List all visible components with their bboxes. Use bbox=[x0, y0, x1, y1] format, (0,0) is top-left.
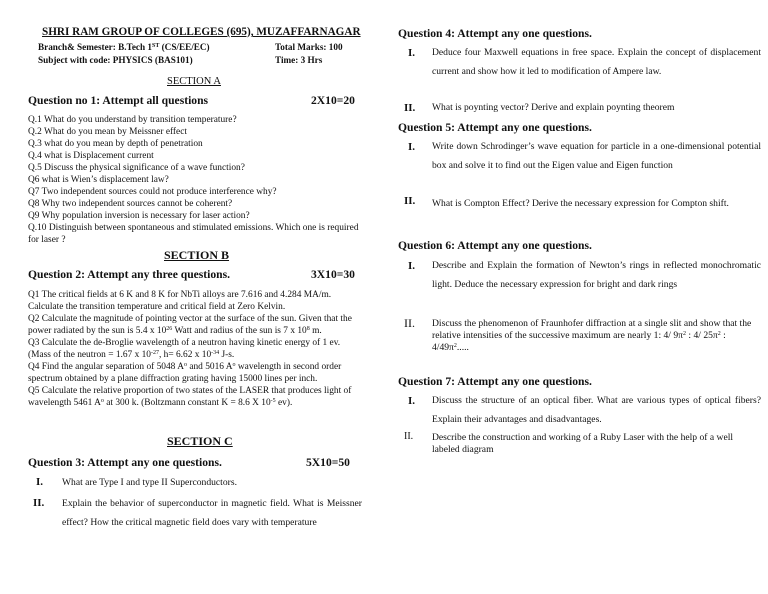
list-item: Q2 Calculate the magnitude of pointing vector at the surface of the sun. Given that the power radiated by the sun is 5.4 x $10^{26}$ Watt and radius of the sun is 7 x $10^8$ m. bbox=[28, 314, 352, 336]
list-number: I. bbox=[408, 47, 416, 59]
question-7-heading: Question 7: Attempt any one questions. bbox=[398, 375, 592, 388]
list-number: II. bbox=[404, 102, 416, 114]
section-b-list bbox=[28, 289, 362, 409]
list-item: Q1 The critical fields at 6 K and 8 K for NbTi alloys are 7.616 and 4.284 MA/m. Calculate the transition temperature and critical field at Zero Kelvin. bbox=[28, 290, 332, 312]
list-number: II. bbox=[404, 195, 416, 207]
list-item: Q.2 What do you mean by Meissner effect bbox=[28, 127, 187, 137]
college-name: SHRI RAM GROUP OF COLLEGES (695), MUZAFFARNAGAR bbox=[42, 26, 361, 38]
question-5-heading: Question 5: Attempt any one questions. bbox=[398, 121, 592, 134]
question-3-marks: 5X10=50 bbox=[306, 456, 350, 469]
list-number: I. bbox=[408, 395, 416, 407]
list-item: What is poynting vector? Derive and explain poynting theorem bbox=[432, 102, 675, 113]
list-item: Discuss the structure of an optical fiber. What are various types of optical fibers? Explain their advantages and disadvantages. bbox=[432, 395, 761, 425]
list-number: I. bbox=[408, 260, 416, 272]
list-item: Q5 Calculate the relative proportion of two states of the LASER that produces light of wavelength 5461 $A^o$ at 300 k. (Boltzmann constant K = 8.6 X $10^{-5}$ ev). bbox=[28, 386, 352, 408]
list-item: Q.3 what do you mean by depth of penetration bbox=[28, 139, 203, 149]
list-number: II. bbox=[33, 497, 45, 509]
question-2-marks: 3X10=30 bbox=[311, 268, 355, 281]
list-item: Explain the behavior of superconductor in magnetic field. What is Meissner effect? How the critical magnetic field does vary with temperature bbox=[62, 498, 362, 528]
question-1-marks: 2X10=20 bbox=[311, 94, 355, 107]
list-item: What is Compton Effect? Derive the necessary expression for Compton shift. bbox=[432, 198, 729, 209]
question-1-heading: Question no 1: Attempt all questions bbox=[28, 94, 209, 107]
list-item: Q8 Why two independent sources cannot be coherent? bbox=[28, 199, 233, 209]
total-marks: Total Marks: 100 bbox=[275, 42, 343, 52]
list-item: Q.4 what is Displacement current bbox=[28, 151, 154, 161]
list-number: I. bbox=[408, 141, 416, 153]
section-c-title: SECTION C bbox=[167, 434, 233, 448]
question-6-heading: Question 6: Attempt any one questions. bbox=[398, 239, 592, 252]
list-item: Q.1 What do you understand by transition temperature? bbox=[28, 115, 237, 125]
question-2-heading: Question 2: Attempt any three questions. bbox=[28, 268, 231, 281]
list-item: Deduce four Maxwell equations in free space. Explain the concept of displacement current and show how it led to modification of Ampere law. bbox=[432, 47, 761, 77]
question-3-heading: Question 3: Attempt any one questions. bbox=[28, 456, 222, 469]
list-number: I. bbox=[36, 476, 44, 488]
list-item: Q9 Why population inversion is necessary for laser action? bbox=[28, 211, 250, 221]
list-number: II. bbox=[404, 431, 414, 442]
question-4-heading: Question 4: Attempt any one questions. bbox=[398, 27, 592, 40]
section-a-list bbox=[28, 114, 362, 246]
list-item: Q6 what is Wien’s displacement law? bbox=[28, 175, 169, 185]
list-item: Q.5 Discuss the physical significance of a wave function? bbox=[28, 163, 245, 173]
list-number: II. bbox=[404, 316, 415, 330]
subject-code: Subject with code: PHYSICS (BAS101) bbox=[38, 55, 193, 65]
section-a-title: SECTION A bbox=[167, 76, 221, 87]
list-item: Q3 Calculate the de-Broglie wavelength of a neutron having kinetic energy of 1 ev. (Mass of the neutron = 1.67 x $10^{-27}$, h= 6.62 x $10^{-34}$ J-s. bbox=[28, 338, 341, 360]
list-item: Write down Schrodinger’s wave equation for particle in a one-dimensional potential box and solve it to find out the Eigen value and Eigen function bbox=[432, 141, 761, 171]
list-item: What are Type I and type II Superconductors. bbox=[62, 477, 237, 488]
section-b-title: SECTION B bbox=[164, 248, 230, 262]
list-item: Q7 Two independent sources could not produce interference why? bbox=[28, 187, 277, 197]
list-item: Q.10 Distinguish between spontaneous and stimulated emissions. Which one is required for laser ? bbox=[28, 223, 359, 245]
list-item: Describe the construction and working of a Ruby Laser with the help of a well labeled diagram bbox=[432, 432, 734, 455]
list-item: Discuss the phenomenon of Fraunhofer diffraction at a single slit and show that the relative intensities of the successive maximum are nearly 1: 4/ $9\pi^2$ : 4/ $25\pi^2$ : $4/49\pi^2$..... bbox=[432, 318, 752, 353]
list-item: Describe and Explain the formation of Newton’s rings in reflected monochromatic light. Deduce the necessary expression for bright and dark rings bbox=[432, 260, 761, 290]
exam-time: Time: 3 Hrs bbox=[275, 55, 323, 65]
branch-semester: Branch& Semester: B.Tech 1ST (CS/EE/EC) bbox=[38, 42, 210, 52]
list-item: Q4 Find the angular separation of 5048 $A^o$ and 5016 $A^o$ wavelength in second order spectrum obtained by a plane diffraction grating having 15000 lines per inch. bbox=[28, 362, 342, 384]
